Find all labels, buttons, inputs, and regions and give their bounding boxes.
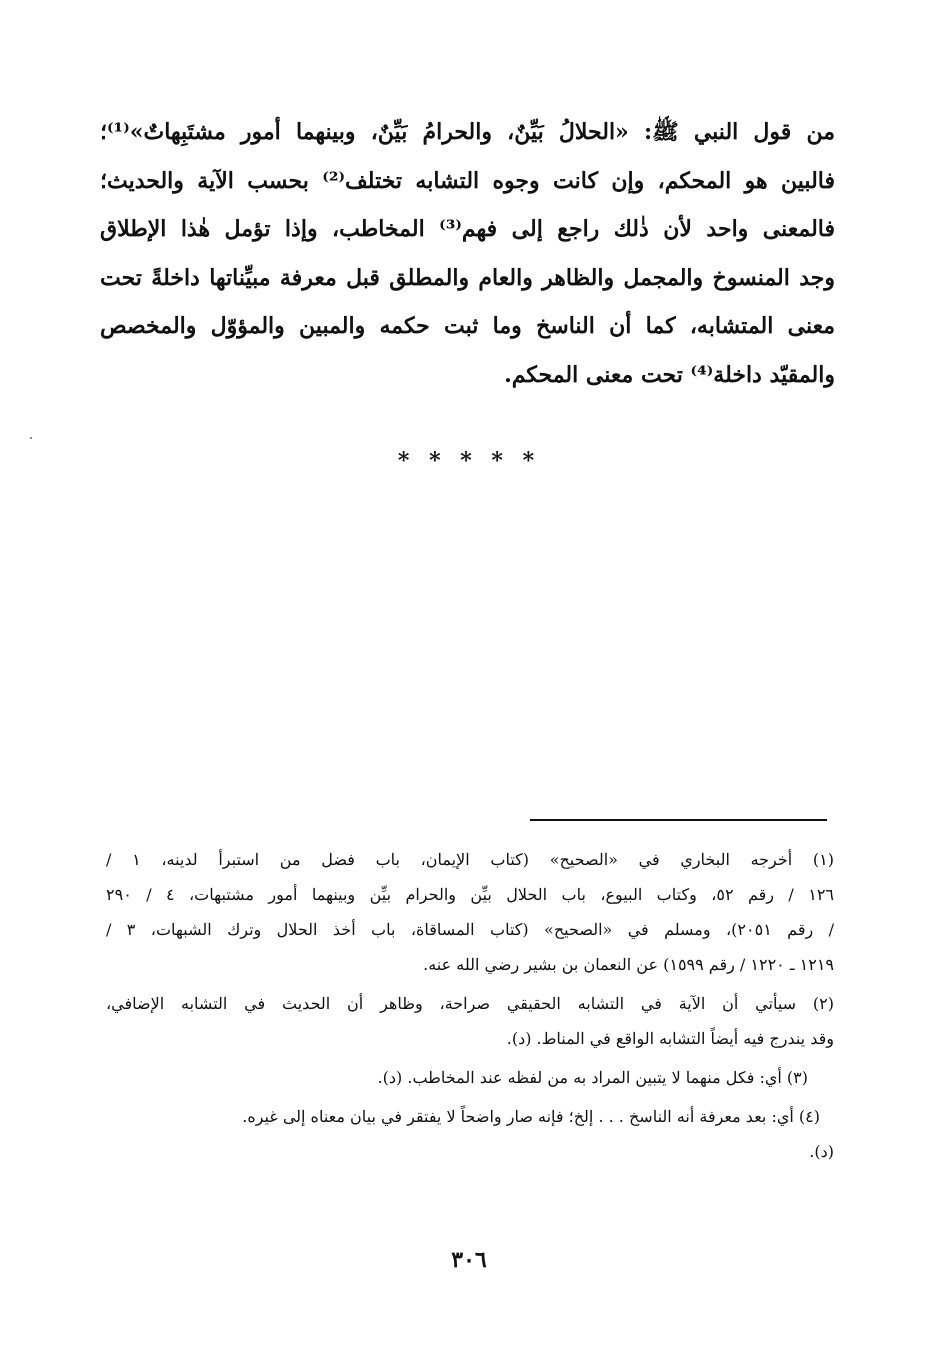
footnote-line: / رقم ٢٠٥١)، ومسلم في «الصحيح» (كتاب المساقاة، باب أخذ الحلال وترك الشبهات، ٣ / bbox=[106, 920, 834, 939]
footnote-4 bbox=[106, 1099, 834, 1169]
main-text bbox=[100, 108, 835, 399]
page-number: ٣٠٦ bbox=[451, 1247, 487, 1273]
main-text-line: من قول النبي ﷺ: «الحلالُ بَيِّنٌ، والحرامُ بَيِّنٌ، وبينهما أمور مشتَبِهاتٌ»⁽¹⁾؛ bbox=[100, 119, 835, 145]
footnote-line: ١٢١٩ ـ ١٢٢٠ / رقم ١٥٩٩) عن النعمان بن بشير رضي الله عنه. bbox=[423, 955, 834, 974]
footnotes bbox=[106, 842, 834, 1169]
footnote-line: (١) أخرجه البخاري في «الصحيح» (كتاب الإيمان، باب فضل من استبرأ لدينه، ١ / bbox=[106, 850, 834, 869]
footnote-line: (٢) سيأتي أن الآية في التشابه الحقيقي صراحة، وظاهر أن الحديث في التشابه الإضافي، bbox=[106, 994, 834, 1013]
section-separator: * * * * * bbox=[397, 448, 541, 474]
main-text-line: وجد المنسوخ والمجمل والظاهر والعام والمطلق قبل معرفة مبيِّناتها داخلةً تحت bbox=[100, 264, 835, 291]
footnote-1 bbox=[106, 842, 834, 982]
main-text-line: فالمعنى واحد لأن ذٰلك راجع إلى فهم⁽³⁾ المخاطب، وإذا تؤمل هٰذا الإطلاق bbox=[100, 216, 835, 242]
footnote-line: (٤) أي: بعد معرفة أنه الناسخ . . . إلخ؛ فإنه صار واضحاً لا يفتقر في بيان معناه إلى غيره. bbox=[242, 1107, 820, 1126]
footnote-2 bbox=[106, 986, 834, 1056]
footnote-line: وقد يندرج فيه أيضاً التشابه الواقع في المناط. (د). bbox=[506, 1029, 834, 1048]
footnote-line: (٣) أي: فكل منهما لا يتبين المراد به من لفظه عند المخاطب. (د). bbox=[377, 1068, 808, 1087]
footnote-line: (د). bbox=[809, 1142, 834, 1161]
main-text-line: معنى المتشابه، كما أن الناسخ وما ثبت حكمه والمبين والمؤوّل والمخصص bbox=[100, 313, 835, 339]
footnote-line: ١٢٦ / رقم ٥٢، وكتاب البيوع، باب الحلال بيِّن والحرام بيِّن وبينهما أمور مشتبهات، ٤ / ٢٩٠ bbox=[106, 885, 834, 904]
main-text-line: فالبين هو المحكم، وإن كانت وجوه التشابه تختلف⁽²⁾ بحسب الآية والحديث؛ bbox=[100, 167, 835, 194]
margin-mark bbox=[30, 437, 32, 439]
main-text-line: والمقيّد داخلة⁽⁴⁾ تحت معنى المحكم. bbox=[504, 361, 835, 388]
footnote-rule bbox=[530, 819, 827, 821]
footnote-3 bbox=[106, 1060, 834, 1095]
